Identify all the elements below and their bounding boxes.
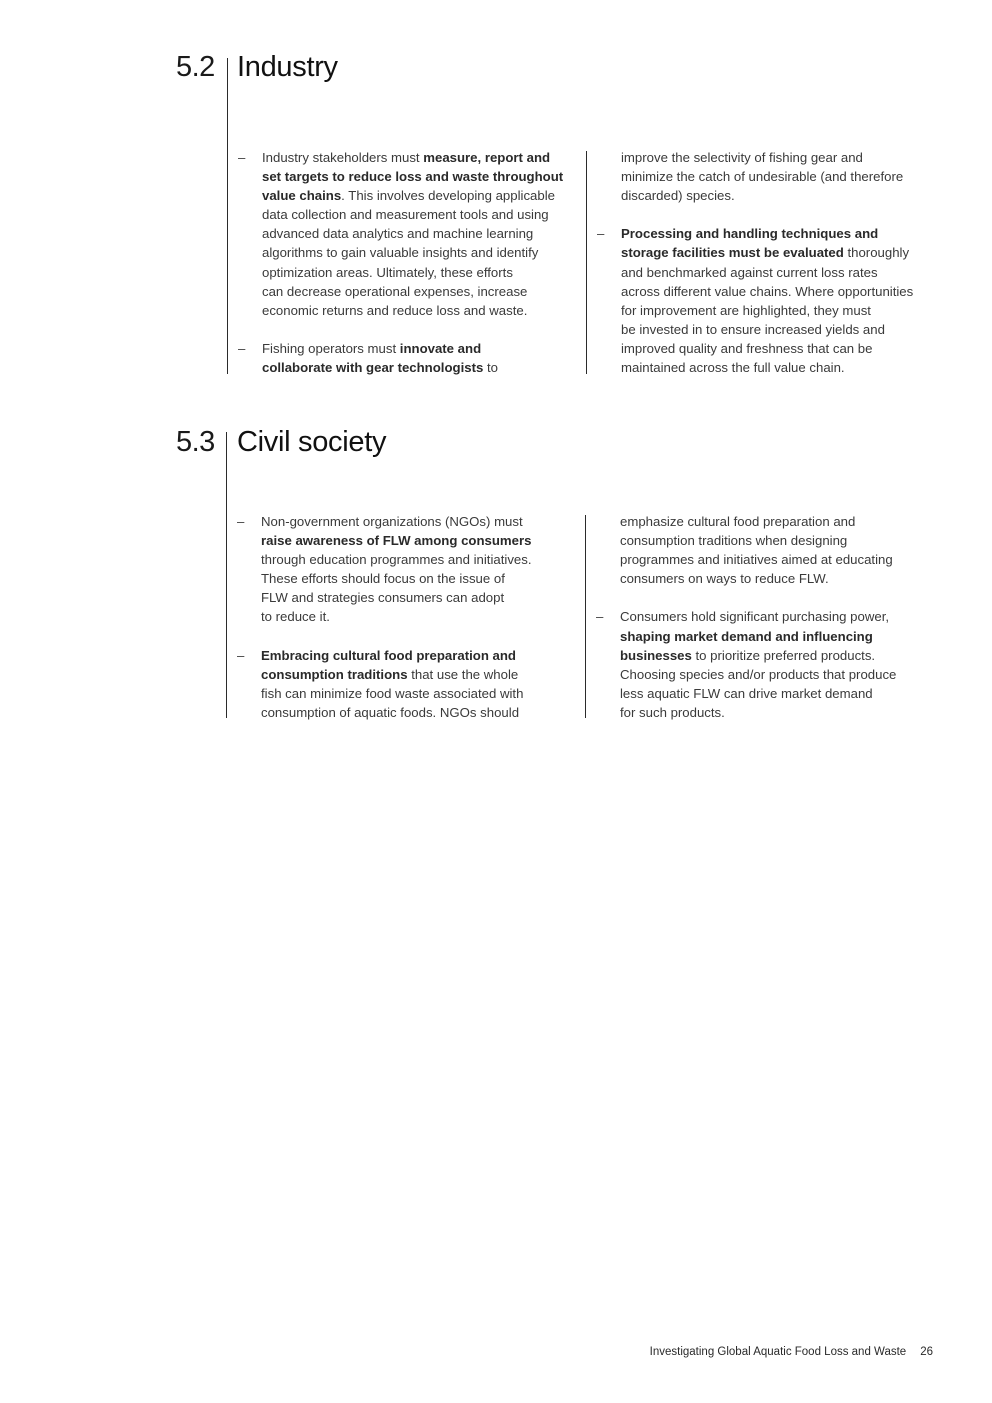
text-line bbox=[620, 607, 941, 626]
text-line bbox=[261, 550, 582, 569]
body-text: across different value chains. Where opportunities bbox=[621, 283, 914, 299]
text-line bbox=[621, 263, 942, 282]
section-divider bbox=[227, 58, 228, 374]
list-item bbox=[596, 607, 941, 722]
text-line bbox=[262, 148, 583, 167]
column-divider bbox=[585, 515, 586, 718]
text-line: programmes and initiatives aimed at educating bbox=[620, 552, 893, 568]
bold-text: measure, report and bbox=[423, 150, 551, 165]
page-footer bbox=[650, 1346, 933, 1358]
text-line bbox=[262, 301, 583, 320]
bullet-dash: – bbox=[238, 150, 246, 165]
body-text: to bbox=[483, 360, 498, 376]
left-column bbox=[237, 512, 582, 722]
text-line bbox=[620, 665, 941, 684]
text-line bbox=[262, 243, 583, 262]
section-number: 5.2 bbox=[176, 51, 215, 83]
body-text: economic returns and reduce loss and waste. bbox=[262, 302, 528, 318]
body-text: consumption of aquatic foods. NGOs should bbox=[261, 704, 520, 720]
text-line bbox=[261, 512, 582, 531]
bold-text: innovate and bbox=[399, 340, 482, 356]
bold-text: shaping market demand and influencing bbox=[620, 628, 873, 644]
section-number: 5.3 bbox=[176, 426, 215, 458]
text-line bbox=[262, 205, 583, 224]
right-column bbox=[596, 512, 941, 722]
text-line bbox=[261, 703, 582, 722]
text-line bbox=[620, 627, 941, 646]
bullet-dash: – bbox=[238, 340, 246, 356]
column-divider bbox=[586, 151, 587, 374]
text-line bbox=[621, 339, 942, 358]
footer-title: Investigating Global Aquatic Food Loss and Waste bbox=[649, 1346, 907, 1358]
text-line bbox=[262, 339, 583, 358]
text-line bbox=[621, 320, 942, 339]
page-number: 26 bbox=[920, 1346, 933, 1358]
body-text: Choosing species and/or products that produce bbox=[620, 666, 897, 682]
text-line bbox=[262, 358, 583, 377]
text-line bbox=[261, 569, 582, 588]
bold-text: Processing and handling techniques and bbox=[621, 226, 879, 242]
bold-text: storage facilities must be evaluated bbox=[621, 245, 844, 261]
bullet-dash: – bbox=[596, 609, 604, 625]
bold-text: raise awareness of FLW among consumers bbox=[261, 533, 532, 549]
bullet-dash: – bbox=[597, 226, 605, 242]
body-text: be invested in to ensure increased yields and bbox=[621, 321, 885, 337]
body-text: that use the whole bbox=[407, 666, 519, 682]
body-text: advanced data analytics and machine learning bbox=[262, 226, 534, 242]
text-line: minimize the catch of undesirable (and therefore bbox=[621, 169, 904, 185]
body-text: to prioritize preferred products. bbox=[691, 647, 876, 663]
right-column bbox=[597, 148, 942, 377]
left-column bbox=[238, 148, 583, 377]
body-text: for such products. bbox=[620, 704, 725, 720]
text-line bbox=[620, 703, 941, 722]
list-item bbox=[238, 148, 583, 320]
section-title: Civil society bbox=[237, 426, 387, 458]
text-line bbox=[620, 646, 941, 665]
body-text: optimization areas. Ultimately, these efforts bbox=[262, 264, 513, 280]
body-text: data collection and measurement tools and using bbox=[262, 207, 549, 223]
body-text: Consumers hold significant purchasing power, bbox=[620, 609, 890, 625]
bold-text: value chains bbox=[262, 188, 342, 204]
text-line: consumers on ways to reduce FLW. bbox=[620, 571, 829, 587]
text-line bbox=[262, 282, 583, 301]
list-item bbox=[597, 224, 942, 377]
text-line bbox=[621, 224, 942, 243]
text-line bbox=[262, 167, 583, 186]
body-text: Non-government organizations (NGOs) must bbox=[261, 514, 523, 529]
body-text: FLW and strategies consumers can adopt bbox=[261, 590, 505, 606]
body-text: Industry stakeholders must bbox=[262, 150, 424, 165]
bold-text: consumption traditions bbox=[261, 666, 408, 682]
text-line bbox=[621, 243, 942, 262]
text-line bbox=[262, 224, 583, 243]
list-item-continuation bbox=[596, 512, 941, 588]
bold-text: collaborate with gear technologists bbox=[262, 360, 484, 376]
text-line: consumption traditions when designing bbox=[620, 533, 848, 549]
text-line bbox=[261, 531, 582, 550]
body-text: . This involves developing applicable bbox=[341, 188, 555, 204]
body-text: thoroughly bbox=[843, 245, 910, 261]
body-text: through education programmes and initiatives. bbox=[261, 552, 532, 568]
text-line bbox=[620, 684, 941, 703]
bullet-dash: – bbox=[237, 647, 245, 663]
text-line: improve the selectivity of fishing gear and bbox=[621, 150, 863, 165]
body-text: fish can minimize food waste associated with bbox=[261, 685, 524, 701]
section-divider bbox=[226, 432, 227, 718]
body-text: improved quality and freshness that can be bbox=[621, 340, 873, 356]
body-text: for improvement are highlighted, they must bbox=[621, 302, 871, 318]
text-line bbox=[261, 607, 582, 626]
body-text: to reduce it. bbox=[261, 609, 330, 625]
text-line bbox=[261, 646, 582, 665]
text-line bbox=[261, 684, 582, 703]
list-item bbox=[238, 339, 583, 377]
text-line bbox=[262, 263, 583, 282]
body-text: Fishing operators must bbox=[262, 340, 400, 356]
body-text: maintained across the full value chain. bbox=[621, 360, 845, 376]
body-text: and benchmarked against current loss rates bbox=[621, 264, 878, 280]
text-line bbox=[621, 358, 942, 377]
body-text: These efforts should focus on the issue of bbox=[261, 571, 505, 587]
body-text: algorithms to gain valuable insights and identify bbox=[262, 245, 539, 261]
bullet-dash: – bbox=[237, 514, 245, 529]
text-line bbox=[262, 186, 583, 205]
body-text: less aquatic FLW can drive market demand bbox=[620, 685, 873, 701]
list-item bbox=[237, 646, 582, 722]
list-item-continuation bbox=[597, 148, 942, 205]
text-line bbox=[621, 282, 942, 301]
text-line bbox=[621, 301, 942, 320]
section-title: Industry bbox=[237, 51, 338, 83]
bold-text: businesses bbox=[620, 647, 692, 663]
text-line bbox=[261, 665, 582, 684]
body-text: can decrease operational expenses, increase bbox=[262, 283, 528, 299]
bold-text: Embracing cultural food preparation and bbox=[261, 647, 516, 663]
text-line: emphasize cultural food preparation and bbox=[620, 514, 856, 529]
text-line: discarded) species. bbox=[621, 188, 735, 204]
text-line bbox=[261, 588, 582, 607]
bold-text: set targets to reduce loss and waste throughout bbox=[262, 169, 564, 185]
list-item bbox=[237, 512, 582, 627]
